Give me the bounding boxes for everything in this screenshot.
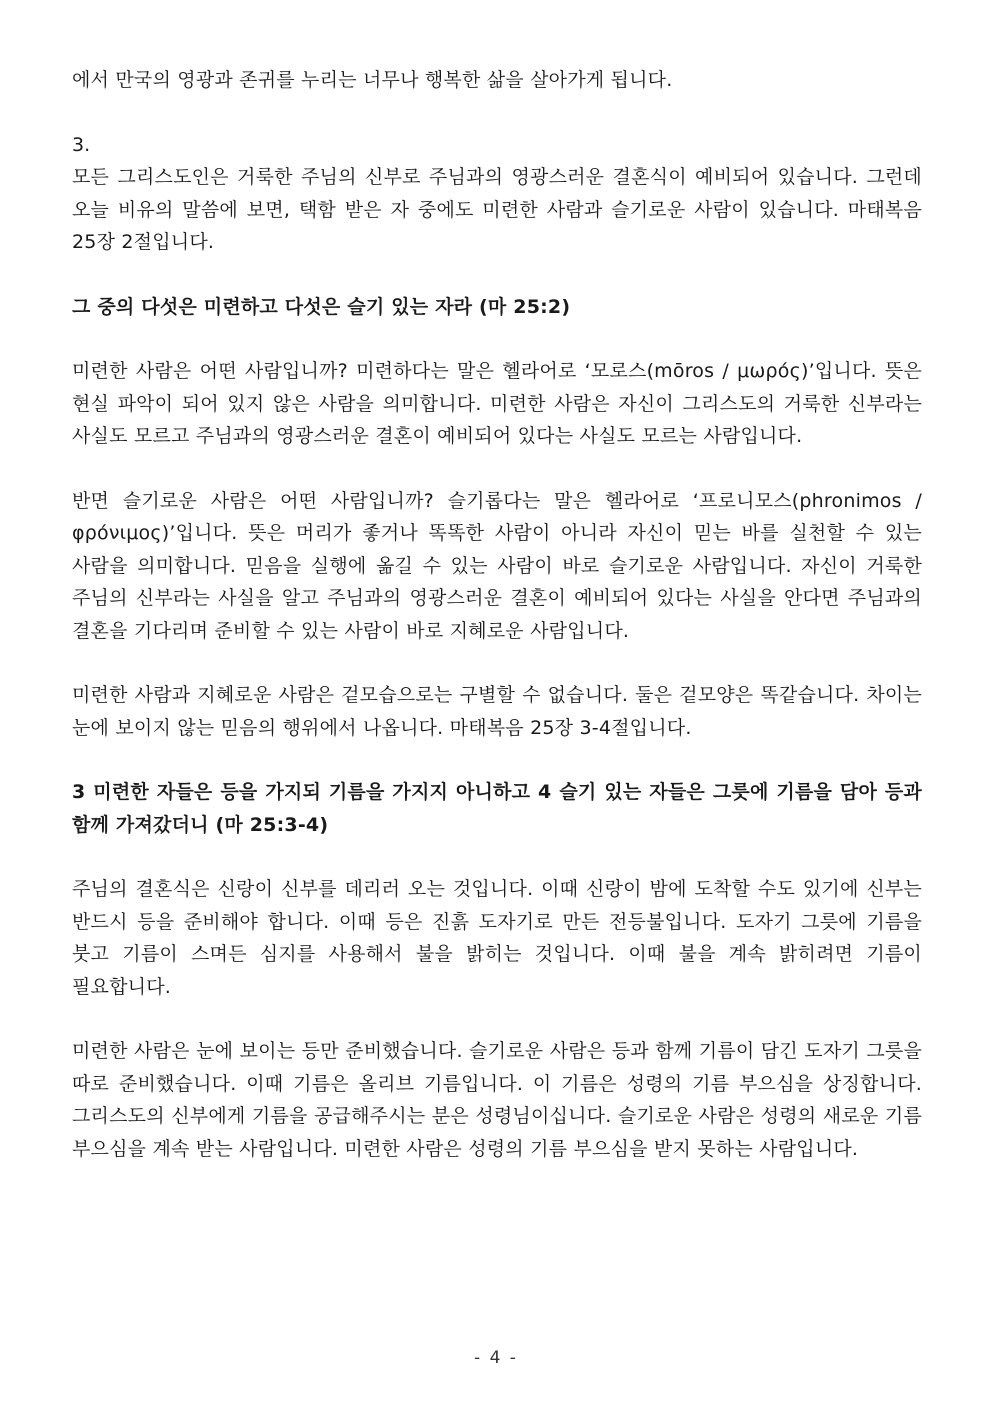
paragraph-intro: 모든 그리스도인은 거룩한 주님의 신부로 주님과의 영광스러운 결혼식이 예비되어 있습니다. 그런데 오늘 비유의 말씀에 보면, 택함 받은 자 중에도 미련한 사람과 슬기로운 사람이 있습니다. 마태복음 25장 2절입니다. — [72, 166, 922, 253]
paragraph-wise: 반면 슬기로운 사람은 어떤 사람입니까? 슬기롭다는 말은 헬라어로 ‘프로니모스(phronimos / φρόνιμος)’입니다. 뜻은 머리가 좋거나 똑똑한 사람이 아니라 자신이 믿는 바를 실천할 수 있는 사람을 의미합니다. 믿음을 실행에 옮길 수 있는 사람이 바로 슬기로운 사람입니다. 자신이 거룩한 주님의 신부라는 사실을 알고 주님과의 영광스러운 결혼이 예비되어 있다는 사실을 안다면 주님과의 결혼을 기다리며 준비할 수 있는 사람이 바로 지혜로운 사람입니다. — [72, 489, 922, 642]
page-number: - 4 - — [474, 1348, 518, 1368]
paragraph-difference: 미련한 사람과 지혜로운 사람은 겉모습으로는 구별할 수 없습니다. 둘은 겉모양은 똑같습니다. 차이는 눈에 보이지 않는 믿음의 행위에서 나옵니다. 마태복음 25장 3-4절입니다. — [72, 684, 922, 739]
document-page — [72, 64, 922, 1165]
paragraph-foolish: 미련한 사람은 어떤 사람입니까? 미련하다는 말은 헬라어로 ‘모로스(mōros / μωρός)’입니다. 뜻은 현실 파악이 되어 있지 않은 사람을 의미합니다. 미련한 사람은 자신이 그리스도의 거룩한 신부라는 사실도 모르고 주님과의 영광스러운 결혼이 예비되어 있다는 사실도 모르는 사람입니다. — [72, 360, 922, 447]
scripture-heading-2: 3 미련한 자들은 등을 가지되 기름을 가지지 아니하고 4 슬기 있는 자들은 그릇에 기름을 담아 등과 함께 가져갔더니 (마 25:3-4) — [72, 781, 922, 836]
scripture-heading-1: 그 중의 다섯은 미련하고 다섯은 슬기 있는 자라 (마 25:2) — [72, 295, 571, 318]
paragraph-wedding: 주님의 결혼식은 신랑이 신부를 데리러 오는 것입니다. 이때 신랑이 밤에 도착할 수도 있기에 신부는 반드시 등을 준비해야 합니다. 이때 등은 진흙 도자기로 만든 전등불입니다. 도자기 그릇에 기름을 붓고 기름이 스며든 심지를 사용해서 불을 밝히는 것입니다. 이때 불을 계속 밝히려면 기름이 필요합니다. — [72, 878, 922, 998]
paragraph-continuation: 에서 만국의 영광과 존귀를 누리는 너무나 행복한 삶을 살아가게 됩니다. — [72, 69, 673, 91]
section-number: 3. — [72, 133, 91, 156]
paragraph-oil: 미련한 사람은 눈에 보이는 등만 준비했습니다. 슬기로운 사람은 등과 함께 기름이 담긴 도자기 그릇을 따로 준비했습니다. 이때 기름은 올리브 기름입니다. 이 기름은 성령의 기름 부으심을 상징합니다. 그리스도의 신부에게 기름을 공급해주시는 분은 성령님이십니다. 슬기로운 사람은 성령의 새로운 기름 부으심을 계속 받는 사람입니다. 미련한 사람은 성령의 기름 부으심을 받지 못하는 사람입니다. — [72, 1040, 922, 1160]
